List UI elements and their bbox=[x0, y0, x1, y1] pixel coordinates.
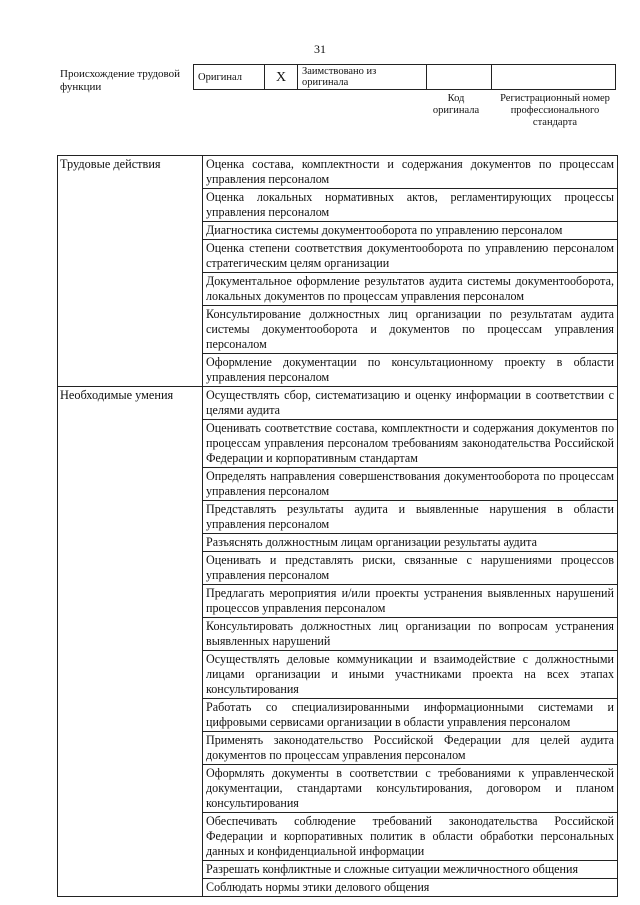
list-item: Определять направления совершенствования документооборота по процессам управления персоналом bbox=[203, 468, 618, 501]
code-cell bbox=[427, 65, 492, 90]
registration-cell bbox=[492, 65, 616, 90]
list-item: Обеспечивать соблюдение требований законодательства Российской Федерации и корпоративных политик в области обработки персональных данных и конфиденциальной информации bbox=[203, 813, 618, 861]
list-item: Разъяснять должностным лицам организации результаты аудита bbox=[203, 534, 618, 552]
code-caption: Код оригинала bbox=[432, 93, 480, 116]
table-row bbox=[58, 156, 618, 189]
function-table-body bbox=[58, 156, 618, 897]
list-item: Соблюдать нормы этики делового общения bbox=[203, 879, 618, 897]
list-item: Оценка степени соответствия документооборота по управлению персоналом стратегическим целям организации bbox=[203, 240, 618, 273]
borrowed-cell: Заимствовано из оригинала bbox=[298, 65, 427, 90]
original-cell: Оригинал bbox=[194, 65, 265, 90]
list-item: Консультирование должностных лиц организации по результатам аудита системы документооборота и документов по процессам управления персоналом bbox=[203, 306, 618, 354]
list-item: Работать со специализированными информационными системами и цифровыми сервисами организации в области управления персоналом bbox=[203, 699, 618, 732]
list-item: Диагностика системы документооборота по управлению персоналом bbox=[203, 222, 618, 240]
section-label: Необходимые умения bbox=[58, 387, 203, 897]
list-item: Оценивать соответствие состава, комплектности и содержания документов по процессам управления персоналом требованиям законодательства Российской Федерации и корпоративным стандартам bbox=[203, 420, 618, 468]
table-row bbox=[58, 387, 618, 420]
list-item: Осуществлять деловые коммуникации и взаимодействие с должностными лицами организации и иными участниками проекта на всех этапах консультирования bbox=[203, 651, 618, 699]
list-item: Применять законодательство Российской Федерации для целей аудита документов по процессам управления персоналом bbox=[203, 732, 618, 765]
page-number: 31 bbox=[314, 42, 326, 56]
registration-caption: Регистрационный номер профессионального стандарта bbox=[500, 93, 610, 128]
list-item: Осуществлять сбор, систематизацию и оценку информации в соответствии с целями аудита bbox=[203, 387, 618, 420]
list-item: Оценивать и представлять риски, связанные с нарушениями процессов управления персоналом bbox=[203, 552, 618, 585]
list-item: Оценка локальных нормативных актов, регламентирующих процессы управления персоналом bbox=[203, 189, 618, 222]
list-item: Документальное оформление результатов аудита системы документооборота, локальных документов по процессам управления персоналом bbox=[203, 273, 618, 306]
original-mark: X bbox=[265, 65, 298, 90]
list-item: Разрешать конфликтные и сложные ситуации межличностного общения bbox=[203, 861, 618, 879]
list-item: Оформление документации по консультационному проекту в области управления персоналом bbox=[203, 354, 618, 387]
function-table bbox=[57, 155, 618, 897]
origin-label: Происхождение трудовой функции bbox=[60, 68, 181, 93]
section-label: Трудовые действия bbox=[58, 156, 203, 387]
origin-table bbox=[193, 64, 616, 90]
list-item: Оформлять документы в соответствии с требованиями к управленческой документации, стандартами консультирования, договором и планом консультирования bbox=[203, 765, 618, 813]
list-item: Представлять результаты аудита и выявленные нарушения в области управления персоналом bbox=[203, 501, 618, 534]
list-item: Предлагать мероприятия и/или проекты устранения выявленных нарушений процессов управления персоналом bbox=[203, 585, 618, 618]
list-item: Оценка состава, комплектности и содержания документов по процессам управления персоналом bbox=[203, 156, 618, 189]
list-item: Консультировать должностных лиц организации по вопросам устранения выявленных нарушений bbox=[203, 618, 618, 651]
